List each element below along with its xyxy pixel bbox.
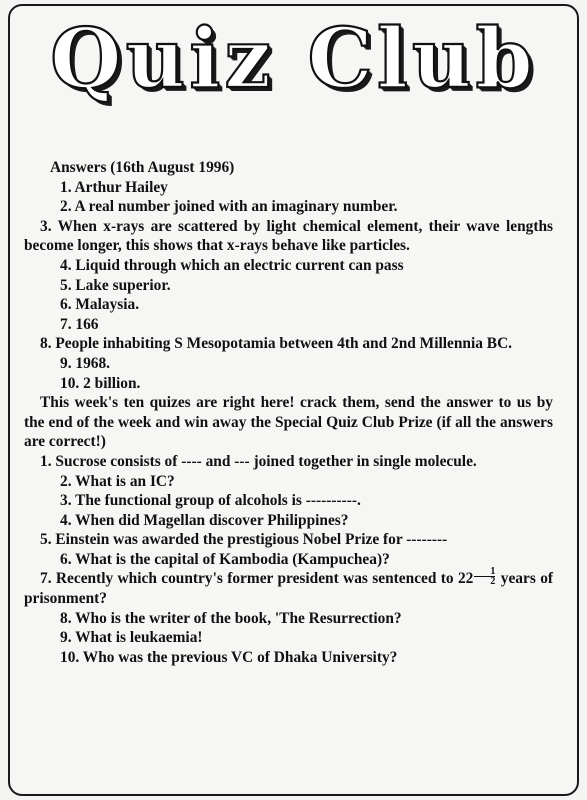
question-item: 4. When did Magellan discover Philippines? [60,511,349,529]
quiz-content [24,158,554,667]
answer-item: 1. Arthur Hailey [60,178,168,196]
question-item: 9. What is leukaemia! [60,629,203,647]
question-item: 3. The functional group of alcohols is ----------. [60,492,361,510]
question-item: 1. Sucrose consists of ---- and --- joined together in single molecule. [40,452,477,470]
answer-item: 8. People inhabiting S Mesopotamia between 4th and 2nd Millennia BC. [40,335,513,353]
intro-paragraph: This week's ten quizes are right here! crack them, send the answer to us by the end of the week and win away the Special Quiz Club Prize (if all the answers are correct!) [24,394,553,451]
question-item: 8. Who is the writer of the book, 'The Resurrection? [60,609,402,627]
answer-item: 5. Lake superior. [60,276,171,294]
fraction [474,567,495,586]
question-text: 7. Recently which country's former president was sentenced to 22 [40,570,474,588]
answer-item: 2. A real number joined with an imaginary number. [60,198,398,216]
answer-item: 7. 166 [60,315,99,333]
answer-item: 10. 2 billion. [60,374,141,392]
answer-item: 3. When x-rays are scattered by light chemical element, their wave lengths become longer, this shows that x-rays behave like particles. [24,217,553,255]
answers-heading: Answers (16th August 1996) [50,159,235,176]
answer-item: 6. Malaysia. [60,296,140,314]
fraction-denominator: 2 [490,576,496,588]
answer-item: 4. Liquid through which an electric current can pass [60,256,404,274]
question-item: 6. What is the capital of Kambodia (Kampuchea)? [60,550,390,568]
question-item [24,566,554,608]
question-item: 10. Who was the previous VC of Dhaka University? [60,648,398,666]
page-title: Quiz Club [50,11,537,107]
question-text: years of prisonment? [24,570,554,608]
answer-item: 9. 1968. [60,354,111,372]
fraction-numerator: 1 [474,567,495,577]
question-item: 2. What is an IC? [60,472,175,490]
question-item: 5. Einstein was awarded the prestigious Nobel Prize for -------- [40,531,448,549]
